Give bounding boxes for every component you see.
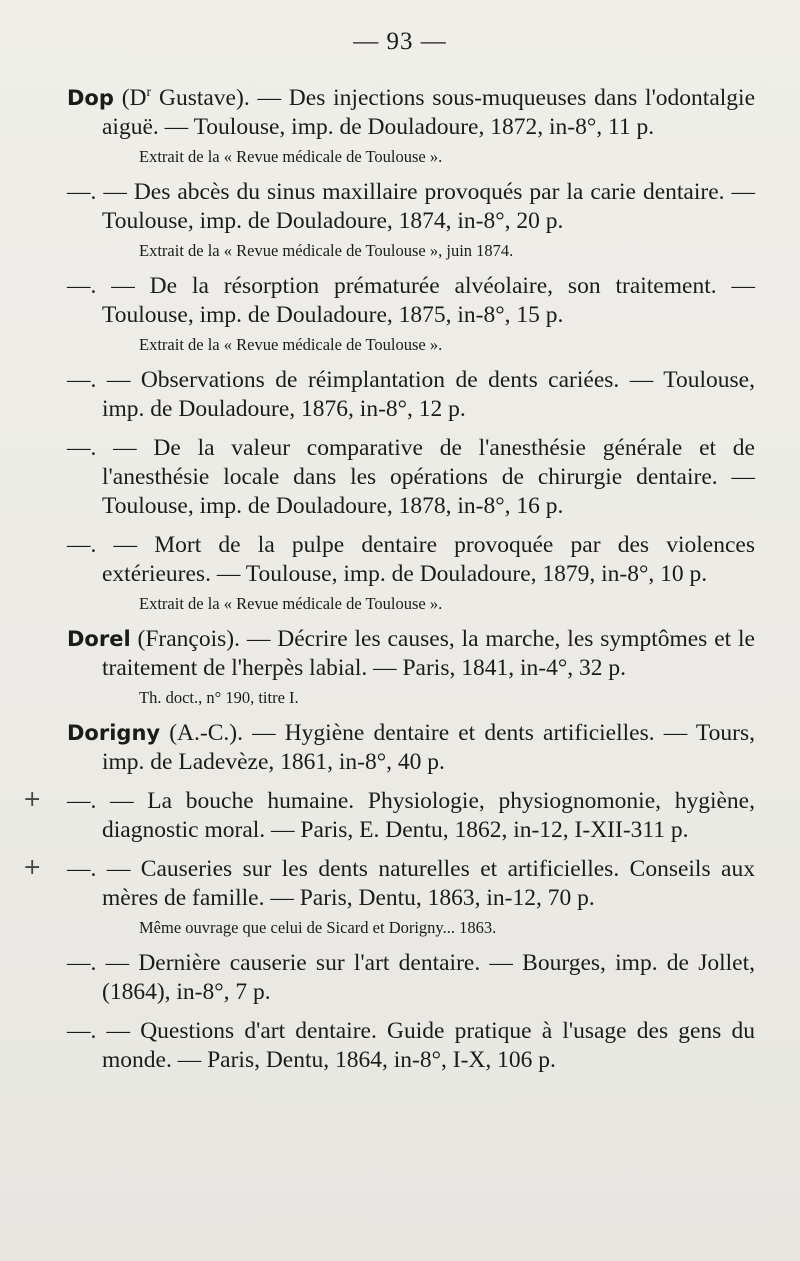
bibliography-entry bbox=[67, 625, 755, 709]
entry-note: Extrait de la « Revue médicale de Toulouse ». bbox=[139, 147, 443, 166]
author-firstname: Gustave). bbox=[151, 85, 250, 111]
author-title: (D bbox=[113, 85, 147, 111]
author-firstname: (A.-C.). bbox=[160, 720, 243, 746]
bibliography-entry bbox=[23, 787, 755, 845]
entry-text: — Des injections sous-muqueuses dans l'odontalgie aiguë. — Toulouse, imp. de Douladoure, 1872, in-8°, 11 p. bbox=[102, 85, 755, 140]
bibliography-entry bbox=[23, 855, 755, 939]
bibliography-entry bbox=[67, 84, 755, 168]
page-number: — 93 — bbox=[353, 28, 447, 55]
bibliography-list bbox=[23, 84, 755, 1085]
margin-plus-mark: + bbox=[23, 787, 42, 812]
author-name: Dorel bbox=[67, 627, 131, 651]
entry-text: —. — De la résorption prématurée alvéolaire, son traitement. — Toulouse, imp. de Douladoure, 1875, in-8°, 15 p. bbox=[67, 273, 755, 328]
bibliography-entry bbox=[67, 531, 755, 615]
entry-text: —. — De la valeur comparative de l'anesthésie générale et de l'anesthésie locale dans les opérations de chirurgie dentaire. — Toulouse, imp. de Douladoure, 1878, in-8°, 16 p. bbox=[67, 435, 755, 519]
author-title-superscript: r bbox=[146, 85, 152, 101]
entry-text: —. — Questions d'art dentaire. Guide pratique à l'usage des gens du monde. — Paris, Dentu, 1864, in-8°, I-X, 106 p. bbox=[67, 1018, 755, 1073]
entry-text: —. — Dernière causerie sur l'art dentaire. — Bourges, imp. de Jollet, (1864), in-8°, 7 p. bbox=[67, 950, 755, 1005]
entry-note: Extrait de la « Revue médicale de Toulouse ». bbox=[139, 594, 443, 613]
entry-text: —. — Mort de la pulpe dentaire provoquée par des violences extérieures. — Toulouse, imp. de Douladoure, 1879, in-8°, 10 p. bbox=[67, 532, 755, 587]
author-name: Dorigny bbox=[67, 721, 161, 745]
entry-note: Extrait de la « Revue médicale de Toulouse ». bbox=[139, 335, 443, 354]
bibliography-entry bbox=[67, 434, 755, 521]
entry-text: —. — Observations de réimplantation de dents cariées. — Toulouse, imp. de Douladoure, 1876, in-8°, 12 p. bbox=[67, 367, 755, 422]
entry-text: — Hygiène dentaire et dents artificielles. — Tours, imp. de Ladevèze, 1861, in-8°, 40 p. bbox=[102, 720, 755, 775]
entry-text: — Décrire les causes, la marche, les symptômes et le traitement de l'herpès labial. — Paris, 1841, in-4°, 32 p. bbox=[102, 626, 755, 681]
author-firstname: (François). bbox=[130, 626, 240, 652]
entry-text: —. — Des abcès du sinus maxillaire provoqués par la carie dentaire. — Toulouse, imp. de Douladoure, 1874, in-8°, 20 p. bbox=[67, 179, 755, 234]
bibliography-entry bbox=[67, 1017, 755, 1075]
bibliography-entry bbox=[67, 178, 755, 262]
author-name: Dop bbox=[67, 86, 114, 110]
bibliography-entry bbox=[67, 272, 755, 356]
entry-text: —. — La bouche humaine. Physiologie, physiognomonie, hygiène, diagnostic moral. — Paris, E. Dentu, 1862, in-12, I-XII-311 p. bbox=[67, 788, 755, 843]
margin-plus-mark: + bbox=[23, 855, 42, 880]
bibliography-entry bbox=[67, 949, 755, 1007]
entry-note: Th. doct., n° 190, titre I. bbox=[139, 688, 299, 707]
entry-text: —. — Causeries sur les dents naturelles et artificielles. Conseils aux mères de famille. — Paris, Dentu, 1863, in-12, 70 p. bbox=[67, 856, 755, 911]
entry-note: Même ouvrage que celui de Sicard et Dorigny... 1863. bbox=[139, 918, 497, 937]
entry-note: Extrait de la « Revue médicale de Toulouse », juin 1874. bbox=[139, 241, 514, 260]
bibliography-entry bbox=[67, 719, 755, 777]
bibliography-entry bbox=[67, 366, 755, 424]
